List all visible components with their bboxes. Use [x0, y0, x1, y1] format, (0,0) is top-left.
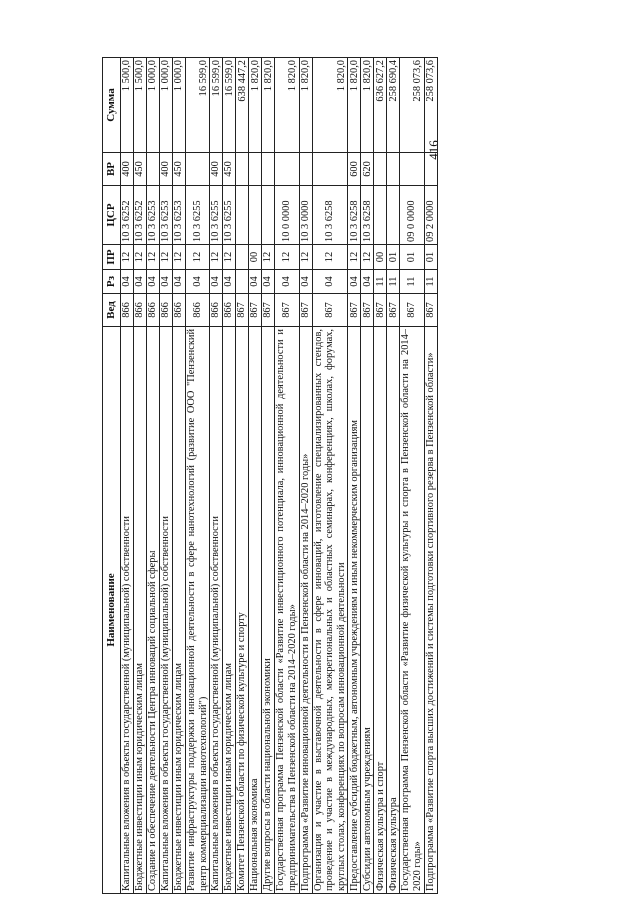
row-rz: 04: [134, 270, 147, 294]
row-csr: 10 3 6253: [147, 186, 160, 245]
row-ved: 866: [147, 294, 160, 327]
table-row: [210, 58, 223, 894]
row-csr: 10 3 6255: [186, 186, 210, 245]
table-header-row: [103, 58, 121, 894]
row-ved: 867: [424, 294, 437, 327]
row-sum: 1 820,0: [348, 58, 361, 153]
table-row: [361, 58, 374, 894]
table-row: [147, 58, 160, 894]
row-name: Предоставление субсидий бюджетным, автономным учреждениям и иным некоммерческим организациям: [348, 327, 361, 894]
row-vr: [249, 153, 262, 186]
row-sum: 1 820,0: [299, 58, 312, 153]
header-sum: Сумма: [103, 58, 121, 153]
row-rz: 04: [361, 270, 374, 294]
row-ved: 867: [236, 294, 249, 327]
row-name: Бюджетные инвестиции иным юридическим лицам: [223, 327, 236, 894]
row-name: Подпрограмма «Развитие спорта высших достижений и системы подготовки спортивного резерва в Пензенской области»: [424, 327, 437, 894]
row-ved: 867: [249, 294, 262, 327]
header-ved: Вед: [103, 294, 121, 327]
row-csr: 10 3 6252: [134, 186, 147, 245]
row-vr: 450: [223, 153, 236, 186]
row-rz: 11: [374, 270, 387, 294]
row-ved: 867: [374, 294, 387, 327]
row-sum: 16 599,0: [186, 58, 210, 153]
row-vr: [400, 153, 424, 186]
row-ved: 866: [121, 294, 134, 327]
row-csr: 09 2 0000: [424, 186, 437, 245]
row-pr: 12: [173, 245, 186, 270]
row-pr: 12: [134, 245, 147, 270]
row-name: Бюджетные инвестиции иным юридическим лицам: [134, 327, 147, 894]
row-pr: 12: [275, 245, 299, 270]
row-sum: 16 599,0: [210, 58, 223, 153]
row-pr: 12: [186, 245, 210, 270]
row-pr: 12: [348, 245, 361, 270]
row-rz: [236, 270, 249, 294]
row-rz: 04: [249, 270, 262, 294]
row-ved: 866: [134, 294, 147, 327]
row-sum: 1 820,0: [361, 58, 374, 153]
row-vr: [312, 153, 348, 186]
row-pr: 01: [400, 245, 424, 270]
table-row: [173, 58, 186, 894]
row-pr: 01: [424, 245, 437, 270]
row-pr: [236, 245, 249, 270]
row-ved: 866: [160, 294, 173, 327]
row-csr: 10 3 6258: [348, 186, 361, 245]
row-pr: 12: [160, 245, 173, 270]
row-pr: 00: [249, 245, 262, 270]
table-row: [387, 58, 400, 894]
row-sum: 636 627,2: [374, 58, 387, 153]
row-rz: 04: [312, 270, 348, 294]
table-row: [424, 58, 437, 894]
row-pr: 12: [210, 245, 223, 270]
row-sum: 1 000,0: [173, 58, 186, 153]
row-pr: 12: [299, 245, 312, 270]
row-vr: 450: [134, 153, 147, 186]
row-ved: 867: [275, 294, 299, 327]
row-pr: 01: [387, 245, 400, 270]
budget-table: [102, 57, 438, 894]
row-name: Субсидии автономным учреждениям: [361, 327, 374, 894]
row-pr: 12: [223, 245, 236, 270]
rotated-table-page: [102, 58, 594, 894]
row-vr: [186, 153, 210, 186]
row-name: Развитие инфраструктуры поддержки инновационной деятельности в сфере нанотехнологий (развитие ООО "Пензенский центр коммерциализации нанотехнологий"): [186, 327, 210, 894]
table-row: [299, 58, 312, 894]
row-name: Государственная программа Пензенской области «Развитие физической культуры и спорта в Пензенской области на 2014–2020 годы»: [400, 327, 424, 894]
row-pr: 00: [374, 245, 387, 270]
row-pr: 12: [312, 245, 348, 270]
row-csr: [249, 186, 262, 245]
row-sum: 1 500,0: [134, 58, 147, 153]
row-csr: 10 3 6255: [223, 186, 236, 245]
row-csr: 10 3 6253: [160, 186, 173, 245]
table-row: [223, 58, 236, 894]
row-sum: 638 447,2: [236, 58, 249, 153]
row-name: Капитальные вложения в объекты государственной (муниципальной) собственности: [210, 327, 223, 894]
row-rz: 04: [275, 270, 299, 294]
row-vr: [387, 153, 400, 186]
table-row: [374, 58, 387, 894]
row-vr: 620: [361, 153, 374, 186]
row-name: Капитальные вложения в объекты государственной (муниципальной) собственности: [121, 327, 134, 894]
row-ved: 867: [361, 294, 374, 327]
row-pr: 12: [262, 245, 275, 270]
table-row: [400, 58, 424, 894]
row-rz: 11: [400, 270, 424, 294]
row-csr: [262, 186, 275, 245]
header-rz: Рз: [103, 270, 121, 294]
row-ved: 866: [173, 294, 186, 327]
row-rz: 11: [387, 270, 400, 294]
row-vr: [424, 153, 437, 186]
row-csr: 10 3 6252: [121, 186, 134, 245]
row-csr: [387, 186, 400, 245]
row-name: Бюджетные инвестиции иным юридическим лицам: [173, 327, 186, 894]
row-sum: 1 820,0: [249, 58, 262, 153]
row-vr: 400: [121, 153, 134, 186]
row-rz: 04: [223, 270, 236, 294]
row-vr: [147, 153, 160, 186]
row-csr: 10 3 6258: [312, 186, 348, 245]
row-pr: 12: [361, 245, 374, 270]
row-sum: 258 073,6: [400, 58, 424, 153]
row-vr: 450: [173, 153, 186, 186]
table-row: [348, 58, 361, 894]
row-vr: [374, 153, 387, 186]
row-sum: 1 500,0: [121, 58, 134, 153]
row-csr: 10 3 6253: [173, 186, 186, 245]
row-ved: 867: [400, 294, 424, 327]
row-rz: 04: [262, 270, 275, 294]
row-csr: 10 3 0000: [299, 186, 312, 245]
row-ved: 867: [262, 294, 275, 327]
row-vr: 400: [210, 153, 223, 186]
row-name: Физическая культура: [387, 327, 400, 894]
row-rz: 04: [160, 270, 173, 294]
row-ved: 867: [387, 294, 400, 327]
row-sum: 16 599,0: [223, 58, 236, 153]
row-csr: [236, 186, 249, 245]
row-vr: [262, 153, 275, 186]
page-number: 416: [426, 140, 441, 160]
row-ved: 867: [312, 294, 348, 327]
row-vr: 400: [160, 153, 173, 186]
row-ved: 866: [223, 294, 236, 327]
table-row: [275, 58, 299, 894]
row-sum: 1 000,0: [160, 58, 173, 153]
row-name: Физическая культура и спорт: [374, 327, 387, 894]
row-ved: 866: [210, 294, 223, 327]
row-pr: 12: [121, 245, 134, 270]
row-vr: [236, 153, 249, 186]
row-rz: 04: [121, 270, 134, 294]
row-name: Государственная программа Пензенской области «Развитие инвестиционного потенциала, инновационной деятельности и предпринимательства в Пензенской области на 2014–2020 годы»: [275, 327, 299, 894]
row-name: Создание и обеспечение деятельности Центра инноваций социальной сферы: [147, 327, 160, 894]
table-row: [160, 58, 173, 894]
row-sum: 1 000,0: [147, 58, 160, 153]
table-row: [121, 58, 134, 894]
row-name: Подпрограмма «Развитие инновационной деятельности в Пензенской области на 2014–2020 годы»: [299, 327, 312, 894]
row-sum: 1 820,0: [262, 58, 275, 153]
row-name: Организация и участие в выставочной деятельности в сфере инноваций, изготовление специализированных стендов, проведение и участие в международных, межрегиональных и областных семинарах, конференциях, школах, форумах, круглых столах, конференциях по вопросам инновационной деятельности: [312, 327, 348, 894]
row-ved: 867: [299, 294, 312, 327]
row-name: Другие вопросы в области национальной экономики: [262, 327, 275, 894]
row-rz: 04: [210, 270, 223, 294]
row-sum: 258 073,6: [424, 58, 437, 153]
row-sum: 1 820,0: [312, 58, 348, 153]
row-rz: 04: [147, 270, 160, 294]
table-row: [134, 58, 147, 894]
row-vr: 600: [348, 153, 361, 186]
row-sum: 258 690,4: [387, 58, 400, 153]
header-pr: ПР: [103, 245, 121, 270]
row-rz: 04: [299, 270, 312, 294]
row-name: Комитет Пензенской области по физической культуре и спорту: [236, 327, 249, 894]
row-pr: 12: [147, 245, 160, 270]
table-row: [312, 58, 348, 894]
row-csr: 10 0 0000: [275, 186, 299, 245]
row-csr: 09 0 0000: [400, 186, 424, 245]
row-rz: 11: [424, 270, 437, 294]
row-name: Национальная экономика: [249, 327, 262, 894]
row-csr: 10 3 6258: [361, 186, 374, 245]
table-row: [249, 58, 262, 894]
row-vr: [299, 153, 312, 186]
row-vr: [275, 153, 299, 186]
header-name: Наименование: [103, 327, 121, 894]
header-vr: ВР: [103, 153, 121, 186]
row-csr: 10 3 6255: [210, 186, 223, 245]
row-rz: 04: [186, 270, 210, 294]
table-row: [186, 58, 210, 894]
row-csr: [374, 186, 387, 245]
row-rz: 04: [348, 270, 361, 294]
table-row: [236, 58, 249, 894]
row-rz: 04: [173, 270, 186, 294]
row-ved: 867: [348, 294, 361, 327]
table-row: [262, 58, 275, 894]
header-csr: ЦСР: [103, 186, 121, 245]
row-ved: 866: [186, 294, 210, 327]
row-sum: 1 820,0: [275, 58, 299, 153]
row-name: Капитальные вложения в объекты государственной (муниципальной) собственности: [160, 327, 173, 894]
